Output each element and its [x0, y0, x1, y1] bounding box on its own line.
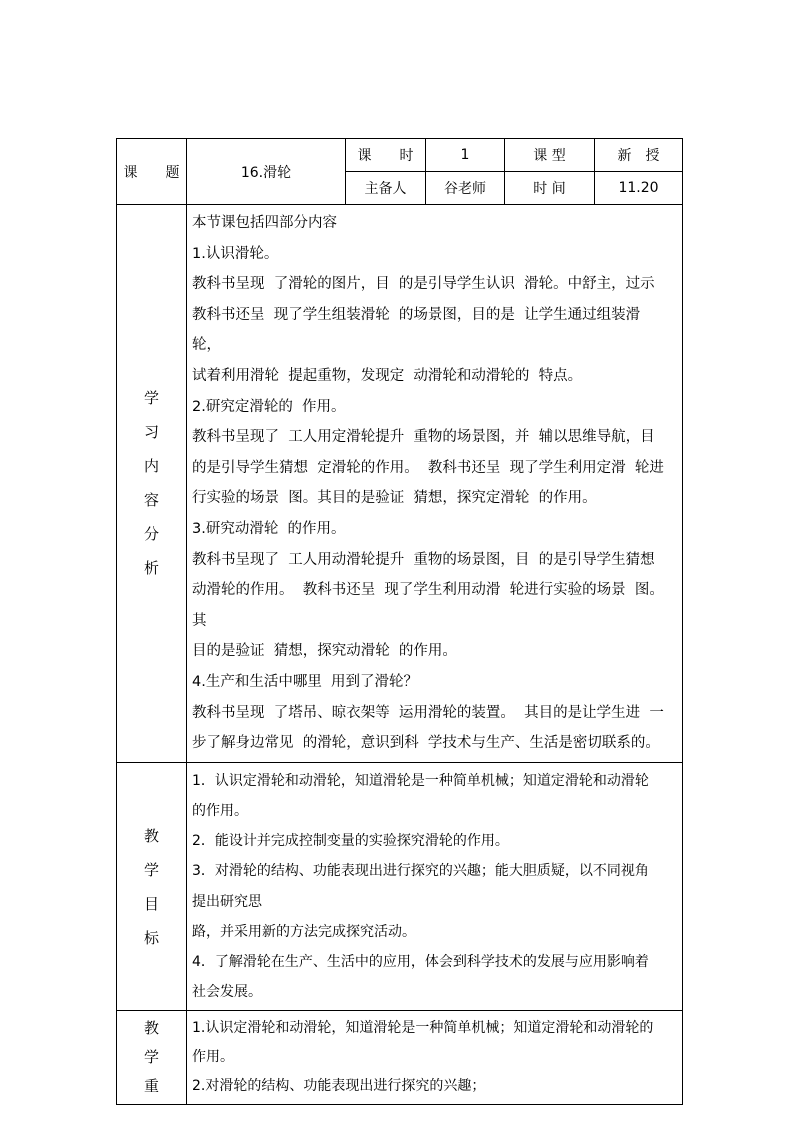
goals-row: [117, 762, 683, 1011]
analysis-line: 本节课包括四部分内容: [192, 215, 337, 231]
key-points-content: [187, 1011, 683, 1105]
type-value: 新 授: [595, 139, 683, 172]
goal-line: 4．了解滑轮在生产、生活中的应用，体会到科学技术的发展与应用影响着: [192, 953, 649, 970]
goal-line: 的作用。: [192, 802, 248, 819]
analysis-line: 行实验的场景 图。其目的是验证 猜想，探究定滑轮 的作用。: [192, 490, 597, 507]
analysis-line: 的是引导学生猜想 定滑轮的作用。 教科书还呈 现了学生利用定滑 轮进: [192, 459, 664, 476]
period-label: 课 时: [346, 139, 426, 172]
period-value: 1: [426, 139, 505, 172]
key-point-line: 1.认识定滑轮和动滑轮，知道滑轮是一种简单机械；知道定滑轮和动滑轮的: [192, 1020, 654, 1037]
time-label: 时 间: [505, 172, 595, 205]
key-points-label: 教 学 重: [117, 1011, 187, 1105]
header-row-1: [117, 139, 683, 172]
goal-line: 社会发展。: [192, 984, 262, 1001]
analysis-line: 教科书呈现 了塔吊、晾衣架等 运用滑轮的装置。 其目的是让学生进 一: [192, 704, 664, 721]
goal-line: 路，并采用新的方法完成探究活动。: [192, 923, 416, 940]
analysis-line: 2.研究定滑轮的 作用。: [192, 398, 346, 415]
analysis-line: 教科书呈现了 工人用定滑轮提升 重物的场景图，并 辅以思维导航，目: [192, 429, 655, 446]
key-point-line: 作用。: [192, 1049, 234, 1066]
analysis-line: 动滑轮的作用。 教科书还呈 现了学生利用动滑 轮进行实验的场景 图。其: [192, 582, 664, 629]
key-points-row: [117, 1011, 683, 1105]
goal-line: 提出研究思: [192, 893, 262, 910]
analysis-label: 学 习 内 容 分 析: [117, 205, 187, 763]
goals-label: 教 学 目 标: [117, 762, 187, 1011]
analysis-line: 步了解身边常见 的滑轮，意识到科 学技术与生产、生活是密切联系的。: [192, 735, 660, 752]
goal-line: 3．对滑轮的结构、功能表现出进行探究的兴趣；能大胆质疑，以不同视角: [192, 863, 649, 880]
analysis-line: 3.研究动滑轮 的作用。: [192, 520, 346, 537]
goals-content: [187, 762, 683, 1011]
analysis-line: 目的是验证 猜想，探究动滑轮 的作用。: [192, 643, 457, 660]
goal-line: 1．认识定滑轮和动滑轮，知道滑轮是一种简单机械；知道定滑轮和动滑轮: [192, 772, 649, 789]
analysis-line: 教科书还呈 现了学生组装滑轮 的场景图，目的是 让学生通过组装滑 轮，: [192, 306, 650, 354]
analysis-line: 试着利用滑轮 提起重物，发现定 动滑轮和动滑轮的 特点。: [192, 367, 583, 384]
preparer-value: 谷老师: [426, 172, 505, 205]
goal-line: 2．能设计并完成控制变量的实验探究滑轮的作用。: [192, 833, 509, 850]
analysis-content: [187, 205, 683, 763]
analysis-line: 教科书呈现了 工人用动滑轮提升 重物的场景图，目 的是引导学生猜想: [192, 551, 655, 568]
lesson-plan-table: [116, 138, 683, 1105]
type-label: 课 型: [505, 139, 595, 172]
preparer-label: 主备人: [346, 172, 426, 205]
analysis-line: 4.生产和生活中哪里 用到了滑轮？: [192, 673, 419, 690]
key-point-line: 2.对滑轮的结构、功能表现出进行探究的兴趣；: [192, 1078, 486, 1095]
analysis-line: 1.认识滑轮。: [192, 245, 279, 262]
topic-label: 课 题: [117, 139, 187, 205]
time-value: 11.20: [595, 172, 683, 205]
topic-value: 16.滑轮: [187, 139, 346, 205]
analysis-line: 教科书呈现 了滑轮的图片，目 的是引导学生认识 滑轮。中舒主，过示: [192, 276, 655, 293]
analysis-row: [117, 205, 683, 763]
